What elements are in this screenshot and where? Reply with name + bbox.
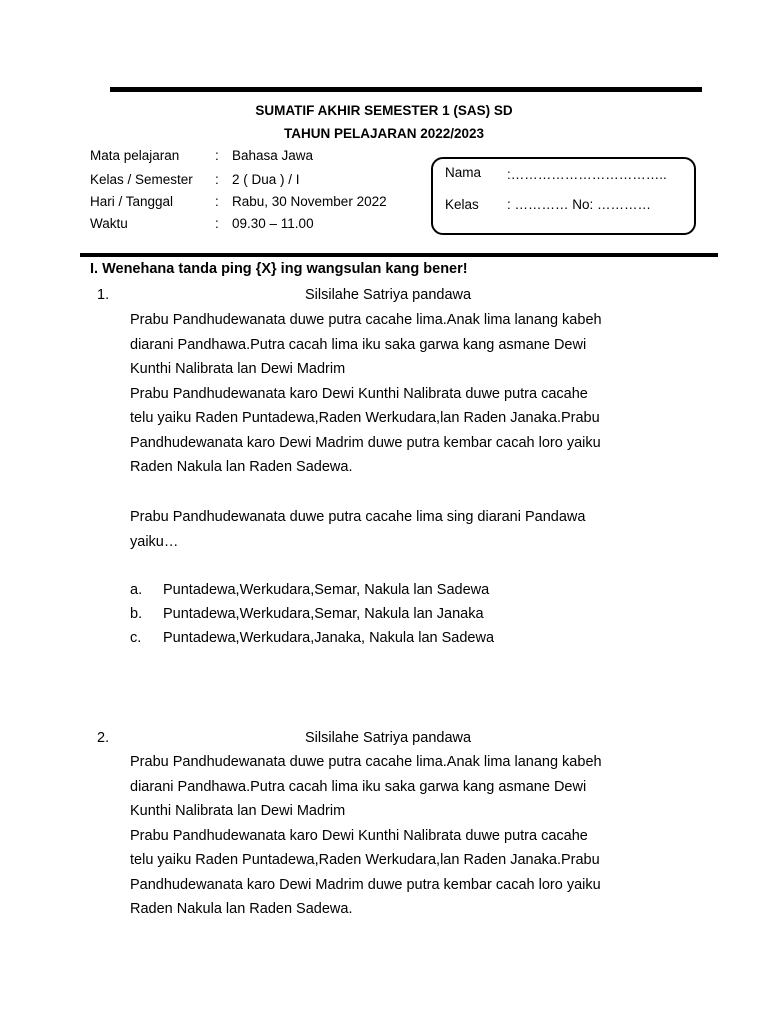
passage-line: telu yaiku Raden Puntadewa,Raden Werkudara,lan Raden Janaka.Prabu	[130, 410, 600, 426]
passage-line: diarani Pandhawa.Putra cacah lima iku saka garwa kang asmane Dewi	[130, 336, 587, 353]
passage-line: Kunthi Nalibrata lan Dewi Madrim	[130, 803, 346, 819]
student-info-box	[431, 157, 696, 235]
info-value: Bahasa Jawa	[232, 148, 314, 163]
section-rule	[80, 253, 718, 257]
name-field[interactable]: :……………………………..	[507, 167, 667, 182]
passage-line: telu yaiku Raden Puntadewa,Raden Werkudara,lan Raden Janaka.Prabu	[130, 852, 600, 868]
question-prompt	[130, 505, 690, 554]
info-value: 09.30 – 11.00	[232, 216, 314, 231]
info-colon: :	[215, 148, 219, 163]
passage-line: Kunthi Nalibrata lan Dewi Madrim	[130, 361, 346, 377]
info-label: Kelas / Semester	[90, 172, 193, 187]
passage-line: Pandhudewanata karo Dewi Madrim duwe putra kembar cacah loro yaiku	[130, 434, 601, 451]
passage-line: Raden Nakula lan Raden Sadewa.	[130, 459, 353, 475]
passage-line: Prabu Pandhudewanata karo Dewi Kunthi Nalibrata duwe putra cacahe	[130, 827, 588, 844]
question-title: Silsilahe Satriya pandawa	[305, 730, 472, 746]
option-letter: b.	[130, 606, 143, 622]
passage-line: Prabu Pandhudewanata duwe putra cacahe lima.Anak lima lanang kabeh	[130, 312, 602, 328]
passage-line: Pandhudewanata karo Dewi Madrim duwe putra kembar cacah loro yaiku	[130, 876, 601, 893]
question-number: 1.	[97, 287, 110, 303]
info-label: Waktu	[90, 216, 128, 231]
info-label: Hari / Tanggal	[90, 194, 174, 209]
passage-line: Prabu Pandhudewanata karo Dewi Kunthi Nalibrata duwe putra cacahe	[130, 385, 588, 402]
name-label: Nama	[445, 165, 482, 180]
passage-line: Prabu Pandhudewanata duwe putra cacahe lima.Anak lima lanang kabeh	[130, 754, 602, 770]
info-colon: :	[215, 194, 219, 209]
academic-year-title: TAHUN PELAJARAN 2022/2023	[283, 126, 485, 141]
top-rule	[110, 87, 702, 92]
instruction: I. Wenehana tanda ping {X} ing wangsulan kang bener!	[90, 261, 468, 277]
option-letter: c.	[130, 630, 142, 646]
option-letter: a.	[130, 582, 143, 598]
prompt-line: Prabu Pandhudewanata duwe putra cacahe lima sing diarani Pandawa	[130, 509, 586, 525]
option-text: Puntadewa,Werkudara,Semar, Nakula lan Sadewa	[163, 582, 490, 598]
class-label: Kelas	[445, 197, 479, 212]
info-value: 2 ( Dua ) / I	[232, 172, 300, 187]
info-label: Mata pelajaran	[90, 148, 180, 163]
question-number: 2.	[97, 730, 110, 746]
class-number-field[interactable]: : ………… No: …………	[507, 197, 652, 212]
passage-line: diarani Pandhawa.Putra cacah lima iku saka garwa kang asmane Dewi	[130, 778, 587, 795]
question-passage	[130, 750, 690, 922]
option-text: Puntadewa,Werkudara,Semar, Nakula lan Janaka	[163, 606, 484, 622]
info-value: Rabu, 30 November 2022	[232, 194, 387, 209]
prompt-line: yaiku…	[130, 533, 179, 550]
info-colon: :	[215, 216, 219, 231]
passage-line: Raden Nakula lan Raden Sadewa.	[130, 901, 353, 917]
question-title: Silsilahe Satriya pandawa	[305, 287, 472, 303]
question-passage	[130, 308, 690, 480]
exam-title: SUMATIF AKHIR SEMESTER 1 (SAS) SD	[255, 103, 513, 118]
option-text: Puntadewa,Werkudara,Janaka, Nakula lan Sadewa	[163, 630, 495, 646]
info-colon: :	[215, 172, 219, 187]
